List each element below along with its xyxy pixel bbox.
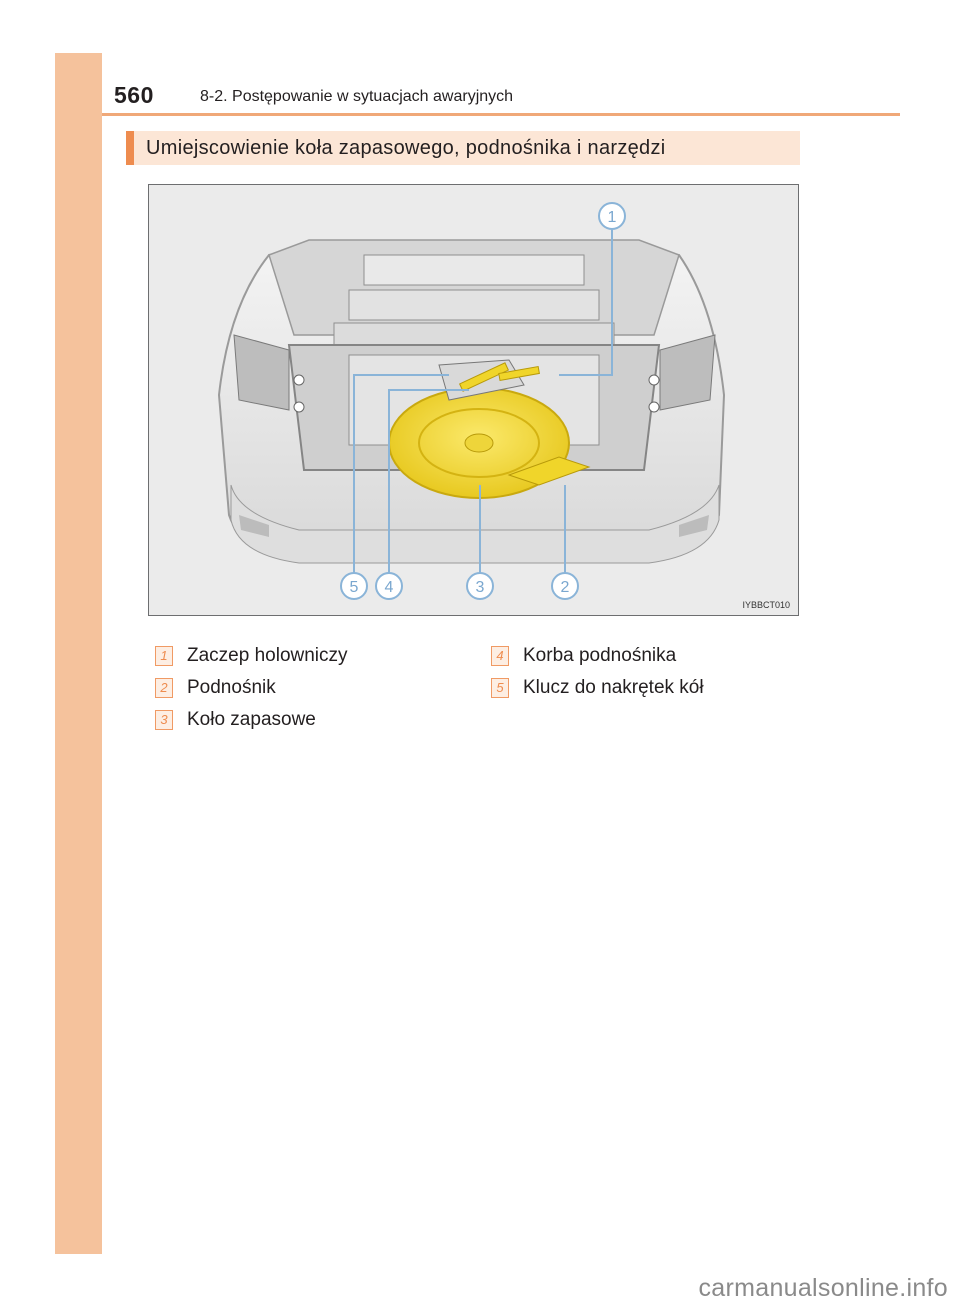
legend-item-1 <box>155 645 348 667</box>
legend-item-4 <box>491 645 676 667</box>
legend-number: 3 <box>155 710 173 730</box>
legend-item-5 <box>491 677 704 699</box>
watermark: carmanualsonline.info <box>698 1274 948 1302</box>
chapter-title: 8-2. Postępowanie w sytuacjach awaryjnych <box>200 88 514 105</box>
page-edge-band <box>55 53 102 1254</box>
legend-label: Korba podnośnika <box>523 645 677 666</box>
legend-number: 1 <box>155 646 173 666</box>
car-trunk-drawing <box>149 185 799 616</box>
section-accent <box>126 131 134 165</box>
section-title: Umiejscowienie koła zapasowego, podnośnika i narzędzi <box>146 137 666 159</box>
legend-label: Podnośnik <box>187 677 276 698</box>
legend-label: Klucz do nakrętek kół <box>523 677 704 698</box>
page-number: 560 <box>114 82 154 108</box>
section-heading-bar <box>126 131 800 165</box>
legend-number: 5 <box>491 678 509 698</box>
callout-1-label: 1 <box>607 209 617 226</box>
legend-number: 4 <box>491 646 509 666</box>
legend-label: Zaczep holowniczy <box>187 645 348 666</box>
callout-2-label: 2 <box>560 579 570 596</box>
legend-label: Koło zapasowe <box>187 709 316 730</box>
figure-code: IYBBCT010 <box>742 600 790 610</box>
legend-number: 2 <box>155 678 173 698</box>
legend-item-3 <box>155 709 316 731</box>
callout-5-label: 5 <box>349 579 359 596</box>
callout-3-label: 3 <box>475 579 485 596</box>
header-divider <box>102 113 900 116</box>
trunk-illustration <box>148 184 799 616</box>
callout-4-label: 4 <box>384 579 394 596</box>
legend-item-2 <box>155 677 276 699</box>
